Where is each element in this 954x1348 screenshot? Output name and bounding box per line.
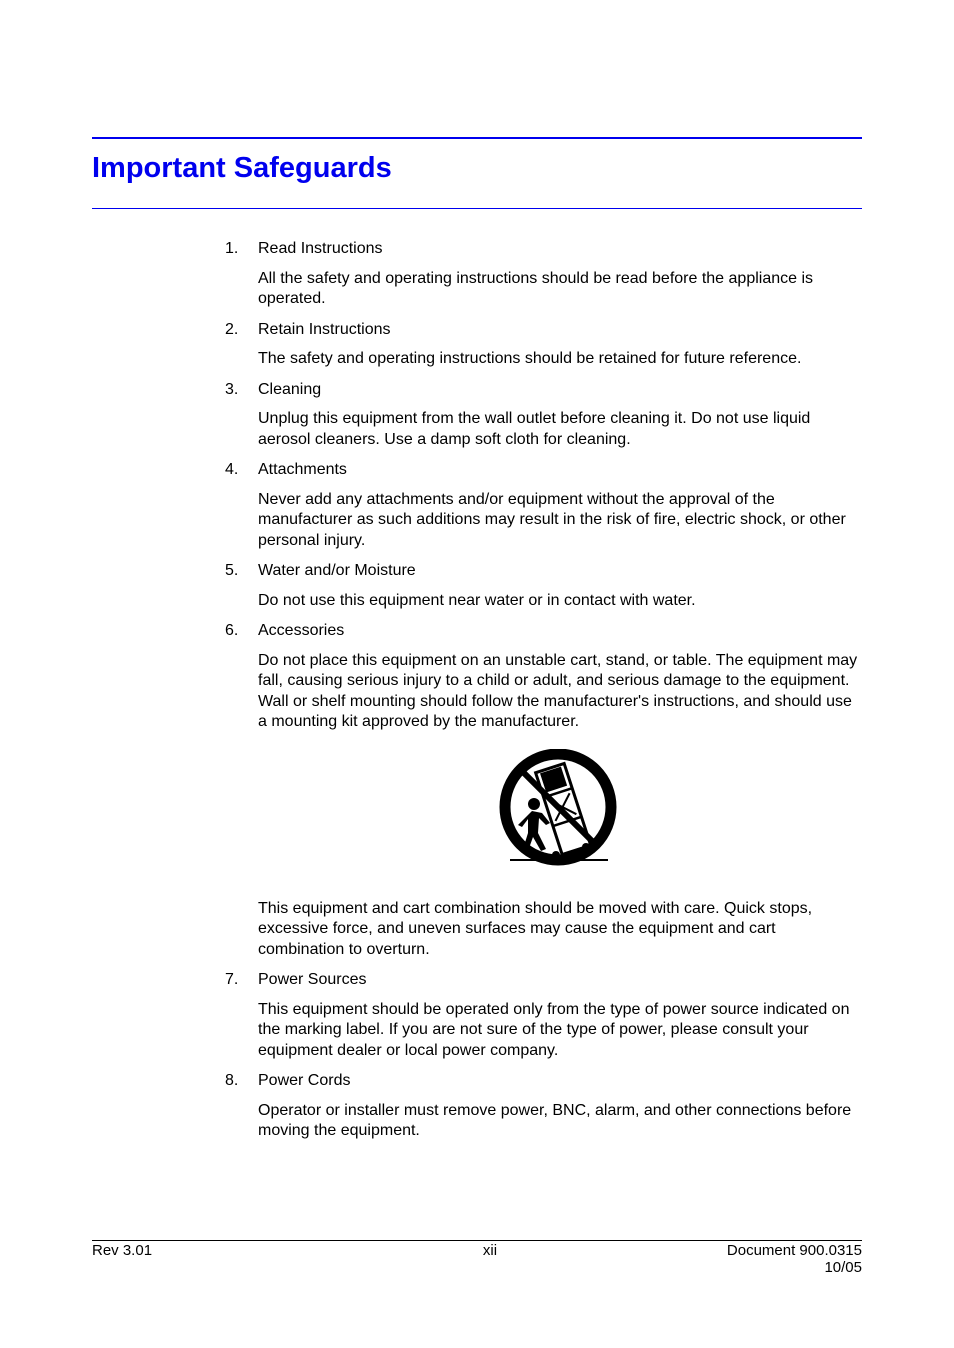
list-item	[225, 1071, 865, 1142]
page-title: Important Safeguards	[92, 152, 392, 184]
item-heading: Attachments	[258, 461, 347, 478]
item-body: Never add any attachments and/or equipment without the approval of the manufacturer as such additions may result in the risk of fire, electric shock, or other personal injury.	[258, 490, 846, 549]
item-number: 3.	[225, 380, 239, 398]
item-heading: Cleaning	[258, 380, 322, 398]
title-top-rule	[92, 137, 862, 139]
list-item	[225, 621, 865, 960]
item-heading: Read Instructions	[258, 240, 383, 257]
item-heading: Accessories	[258, 622, 345, 639]
list-item	[225, 320, 865, 370]
item-body-after-figure: This equipment and cart combination should be moved with care. Quick stops, excessive force, and uneven surfaces may cause the equipment and cart combination to overturn.	[258, 899, 813, 958]
list-item	[225, 239, 865, 310]
item-body: Unplug this equipment from the wall outlet before cleaning it. Do not use liquid aerosol cleaners. Use a damp soft cloth for cleaning.	[258, 410, 811, 448]
item-number: 5.	[225, 562, 239, 579]
item-heading: Retain Instructions	[258, 320, 391, 338]
list-item	[225, 380, 865, 451]
list-item	[225, 460, 865, 551]
list-item	[225, 970, 865, 1061]
item-number: 1.	[225, 240, 239, 257]
cart-tipover-warning-icon	[498, 749, 622, 873]
list-item	[225, 561, 865, 611]
footer-document-info	[727, 1242, 862, 1276]
item-body: This equipment should be operated only from the type of power source indicated on the marking label. If you are not sure of the type of power, please consult your equipment dealer or local power company.	[258, 1000, 850, 1059]
footer-document-number: Document 900.0315	[726, 1242, 862, 1259]
footer-page-number: xii	[482, 1242, 498, 1259]
item-body: Operator or installer must remove power, BNC, alarm, and other connections before moving the equipment.	[258, 1101, 852, 1139]
item-body: Do not use this equipment near water or in contact with water.	[258, 591, 696, 609]
cart-warning-figure	[258, 749, 862, 873]
item-heading: Power Sources	[258, 971, 367, 988]
footer-document-date: 10/05	[824, 1259, 862, 1276]
item-number: 7.	[225, 971, 239, 988]
safeguards-list	[225, 239, 865, 1152]
item-number: 2.	[225, 320, 239, 338]
item-body: All the safety and operating instructions should be read before the appliance is operated.	[258, 269, 814, 307]
item-heading: Water and/or Moisture	[258, 562, 416, 579]
item-number: 6.	[225, 622, 239, 639]
title-bottom-rule	[92, 208, 862, 209]
footer-rule	[92, 1240, 862, 1241]
item-body: Do not place this equipment on an unstable cart, stand, or table. The equipment may fall, causing serious injury to a child or adult, and serious damage to the equipment. Wall or shelf mounting should follow the manufacturer's instructions, and should use a mounting kit approved by the manufacturer.	[258, 651, 858, 730]
item-number: 8.	[225, 1072, 239, 1089]
item-body: The safety and operating instructions should be retained for future reference.	[258, 350, 802, 367]
footer-revision: Rev 3.01	[92, 1242, 153, 1259]
item-number: 4.	[225, 461, 239, 478]
item-heading: Power Cords	[258, 1072, 351, 1089]
